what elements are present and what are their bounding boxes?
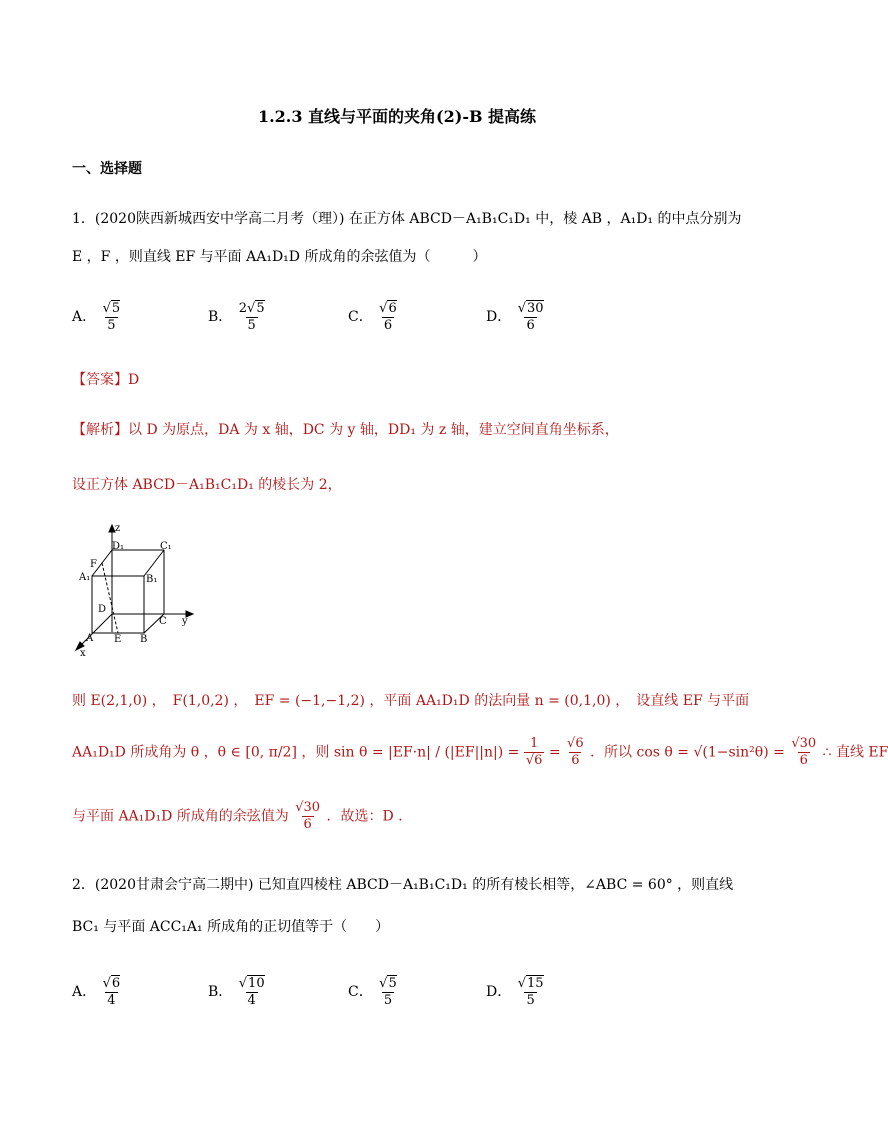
option-fraction: $\frac{√15}{5}$	[517, 976, 544, 1008]
label-d: D	[98, 604, 107, 615]
fraction-denominator: 5	[247, 318, 256, 333]
segment-ef	[102, 563, 118, 633]
q1-analysis-line5	[72, 800, 412, 833]
option-letter: A．	[72, 309, 97, 325]
fraction-numerator: 1	[529, 736, 539, 751]
q1-stem-line1: 1．(2020陕西新城西安中学高二月考（理）) 在正方体 ABCD－A₁B₁C₁D₁ 中，棱 AB ，A₁D₁ 的中点分别为	[72, 211, 742, 227]
fraction-denominator: 6	[799, 753, 808, 768]
label-x: x	[80, 648, 86, 659]
analysis-text: 以 D 为原点，DA 为 x 轴，DC 为 y 轴，DD₁ 为 z 轴，建立空间直角坐标系，	[128, 422, 619, 438]
label-a1: A₁	[79, 572, 91, 583]
cube-figure	[72, 520, 202, 660]
option-letter: B．	[208, 309, 233, 325]
fraction-denominator: √6	[525, 753, 543, 768]
x-axis	[80, 614, 112, 646]
fraction-denominator: 6	[383, 318, 393, 333]
q1-analysis-line1	[72, 419, 619, 439]
label-f: F	[90, 559, 97, 570]
analysis-text: ∴ 直线 EF	[822, 744, 888, 761]
analysis-text: AA₁D₁D 所成角为 θ ，θ ∈ [0, π/2] ，则 sin θ = |EF·n| / (|EF||n|) =	[72, 744, 524, 761]
option-letter: D．	[486, 309, 512, 325]
q2-option-a	[72, 975, 122, 1009]
label-a: A	[86, 633, 94, 644]
analysis-text: ．所以 cos θ = √(1−sin²θ) =	[590, 744, 790, 761]
q1-option-b	[208, 300, 267, 334]
option-letter: A．	[72, 984, 97, 1000]
option-letter: C．	[348, 309, 373, 325]
fraction-coefficient: 2	[238, 301, 248, 316]
fraction-numerator: 15	[526, 976, 544, 991]
option-fraction: $\frac{√6}{6}$	[379, 301, 397, 333]
option-letter: B．	[208, 984, 233, 1000]
q2-stem-line1: 2．(2020甘肃会宁高二期中) 已知直四棱柱 ABCD－A₁B₁C₁D₁ 的所有棱长相等，∠ABC = 60° ，则直线	[72, 877, 734, 893]
answer-label: 【答案】	[72, 372, 128, 388]
label-z: z	[115, 523, 121, 534]
q1-analysis-line4	[72, 736, 888, 769]
option-fraction: $\frac{√10}{4}$	[238, 976, 265, 1008]
q1-option-c	[348, 300, 399, 334]
fraction-denominator: 4	[247, 993, 256, 1008]
label-c: C	[159, 616, 167, 627]
fraction-denominator: 6	[571, 753, 580, 768]
fraction-numerator: 6	[388, 301, 397, 316]
option-letter: D．	[486, 984, 512, 1000]
q2-option-d	[486, 975, 546, 1009]
fraction-denominator: 4	[107, 993, 116, 1008]
label-c1: C₁	[160, 541, 172, 552]
fraction-numerator: 5	[256, 301, 265, 316]
label-d1: D₁	[112, 541, 125, 552]
q1-analysis-line3: 则 E(2,1,0) ， F(1,0,2) ， EF = (−1,−1,2) ，平面 AA₁D₁D 的法向量 n = (0,1,0) ， 设直线 EF 与平面	[72, 693, 750, 709]
option-letter: C．	[348, 984, 373, 1000]
answer-value: D	[128, 372, 140, 388]
option-fraction: $\frac{2√5}{5}$	[238, 301, 265, 333]
q2-option-b	[208, 975, 267, 1009]
fraction-denominator: 5	[383, 993, 393, 1008]
q1-answer	[72, 369, 139, 389]
sin-fraction-2	[565, 736, 586, 769]
fraction-numerator: √6	[567, 736, 584, 751]
q1-analysis-line2: 设正方体 ABCD－A₁B₁C₁D₁ 的棱长为 2，	[72, 477, 342, 493]
cos-fraction	[789, 736, 818, 769]
equals-sign: =	[548, 744, 561, 761]
q1-stem-line2: E ，F ，则直线 EF 与平面 AA₁D₁D 所成角的余弦值为（ ）	[72, 249, 487, 265]
analysis-label: 【解析】	[72, 422, 128, 438]
section-heading: 一、选择题	[72, 161, 142, 177]
fraction-denominator: 6	[526, 318, 535, 333]
option-fraction: $\frac{√5}{5}$	[102, 301, 121, 333]
q1-option-d	[486, 300, 546, 334]
fraction-numerator: 10	[248, 976, 265, 991]
fraction-denominator: 6	[303, 817, 312, 832]
label-y: y	[182, 616, 188, 627]
q2-stem-line2: BC₁ 与平面 ACC₁A₁ 所成角的正切值等于（ ）	[72, 919, 390, 935]
fraction-numerator: √30	[295, 800, 321, 815]
fraction-denominator: 5	[107, 318, 116, 333]
fraction-numerator: √30	[791, 736, 817, 751]
analysis-text: 与平面 AA₁D₁D 所成角的余弦值为	[72, 808, 289, 825]
fraction-denominator: 5	[526, 993, 535, 1008]
option-fraction: $\frac{√30}{6}$	[517, 301, 544, 333]
fraction-numerator: 30	[526, 301, 544, 316]
option-fraction: $\frac{√5}{5}$	[379, 976, 397, 1008]
edge-b1c1	[144, 550, 164, 576]
label-e: E	[114, 634, 122, 645]
page-title: 1.2.3 直线与平面的夹角(2)-B 提高练	[257, 107, 537, 126]
label-b: B	[140, 634, 148, 645]
analysis-text: ．故选：D ．	[326, 808, 413, 825]
option-fraction: $\frac{√6}{4}$	[102, 976, 121, 1008]
fraction-numerator: 5	[111, 301, 121, 316]
sin-fraction-1	[524, 736, 545, 769]
result-fraction	[293, 800, 322, 833]
q2-option-c	[348, 975, 399, 1009]
fraction-numerator: 5	[388, 976, 397, 991]
fraction-numerator: 6	[111, 976, 121, 991]
q1-option-a	[72, 300, 122, 334]
label-b1: B₁	[146, 574, 158, 585]
